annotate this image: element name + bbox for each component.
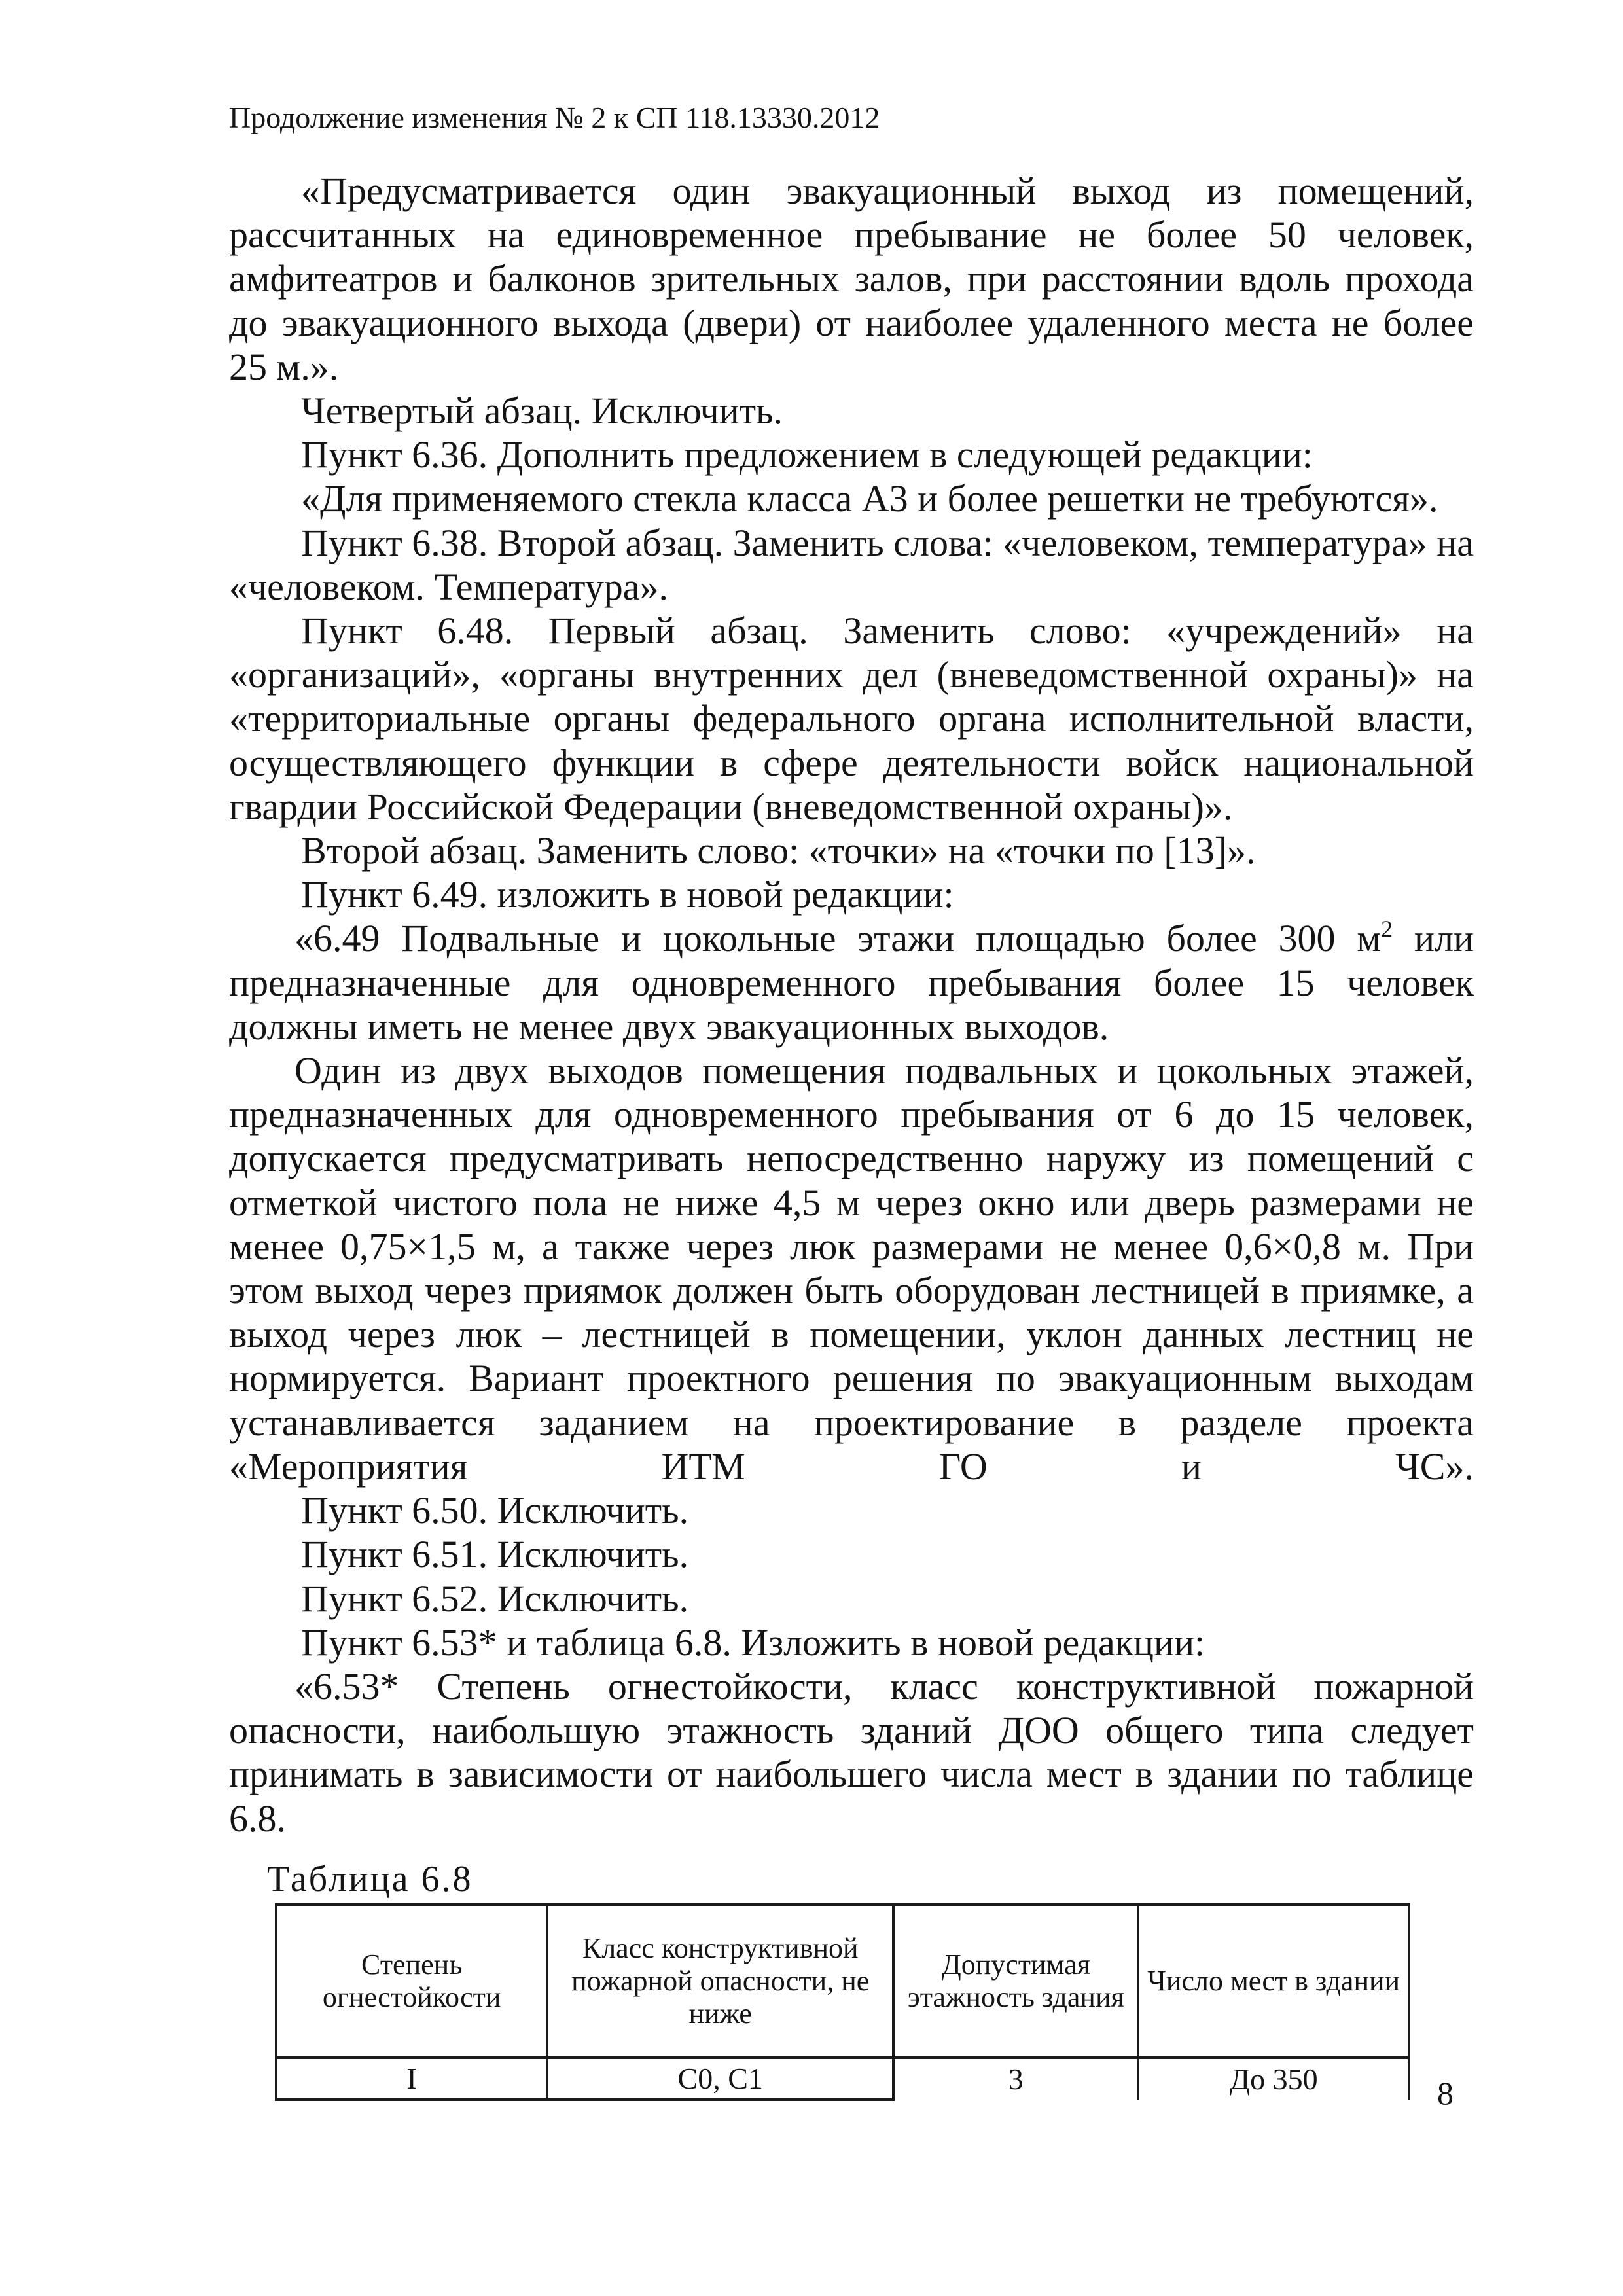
- table-caption: Таблица 6.8: [267, 1859, 473, 1899]
- cell-fire-resistance-degree: I: [276, 2058, 547, 2100]
- paragraph-item-6-51: Пункт 6.51. Исключить.: [301, 1533, 689, 1576]
- paragraph-item-6-53: Пункт 6.53* и таблица 6.8. Изложить в новой редакции:: [301, 1621, 1205, 1664]
- paragraph-glass-class-quote: «Для применяемого стекла класса А3 и более решетки не требуются».: [301, 477, 1438, 520]
- paragraph-item-6-52: Пункт 6.52. Исключить.: [301, 1577, 689, 1620]
- running-header: Продолжение изменения № 2 к СП 118.13330.2012: [229, 101, 880, 134]
- square-meter-exponent: 2: [1381, 916, 1393, 942]
- table-6-8: [275, 1903, 1410, 2101]
- paragraph-second-abzac: Второй абзац. Заменить слово: «точки» на «точки по [13]».: [301, 829, 1256, 872]
- paragraph-item-6-49: Пункт 6.49. изложить в новой редакции:: [301, 873, 954, 916]
- table-header-row: [276, 1905, 1409, 2058]
- page-number: 8: [1437, 2075, 1454, 2111]
- paragraph-fourth-abzac: Четвертый абзац. Исключить.: [301, 389, 783, 433]
- document-body: [229, 169, 1474, 1840]
- paragraph-item-6-50: Пункт 6.50. Исключить.: [301, 1489, 689, 1532]
- cell-structural-fire-hazard-class: С0, С1: [547, 2058, 893, 2100]
- header-number-of-places: Число мест в здании: [1138, 1905, 1409, 2058]
- paragraph-item-6-38: Пункт 6.38. Второй абзац. Заменить слова: «человеком, температура» на «человеком. Температура».: [229, 521, 1474, 608]
- basement-text-start: «6.49 Подвальные и цокольные этажи площадью более 300 м: [294, 917, 1382, 960]
- cell-number-of-places: До 350: [1138, 2058, 1409, 2100]
- header-allowed-floors: Допустимая этажность здания: [893, 1905, 1138, 2058]
- cell-allowed-floors: 3: [893, 2058, 1138, 2100]
- paragraph-one-of-two-exits: Один из двух выходов помещения подвальных и цокольных этажей, предназначенных для одновременного пребывания от 6 до 15 человек, допускается предусматривать непосредственно наружу из помещений с отметкой чистого пола не ниже 4,5 м через окно или дверь размерами не менее 0,75×1,5 м, а также через люк размерами не менее 0,6×0,8 м. При этом выход через приямок должен быть оборудован лестницей в приямке, а выход через люк – лестницей в помещении, уклон данных лестниц не нормируется. Вариант проектного решения по эвакуационным выходам устанавливается заданием на проектирование в разделе проекта «Мероприятия ИТМ ГО и ЧС».: [229, 1049, 1474, 1488]
- paragraph-basement-floors-quote: [229, 916, 1474, 1049]
- paragraph-fire-resistance-quote: «6.53* Степень огнестойкости, класс конструктивной пожарной опасности, наибольшую этажность зданий ДОО общего типа следует принимать в зависимости от наибольшего числа мест в здании по таблице 6.8.: [229, 1664, 1474, 1840]
- basement-text-end: или предназначенные для одновременного пребывания более 15 человек должны иметь не менее двух эвакуационных выходов.: [229, 917, 1474, 1048]
- header-fire-resistance-degree: Степень огнестойкости: [276, 1905, 547, 2058]
- paragraph-evacuation-exit-quote: «Предусматривается один эвакуационный выход из помещений, рассчитанных на единовременное пребывание не более 50 человек, амфитеатров и балконов зрительных залов, при расстоянии вдоль прохода до эвакуационного выхода (двери) от наиболее удаленного места не более 25 м.».: [229, 170, 1474, 388]
- paragraph-item-6-48: Пункт 6.48. Первый абзац. Заменить слово: «учреждений» на «организаций», «органы внутренних дел (вневедомственной охраны)» на «территориальные органы федерального органа исполнительной власти, осуществляющего функции в сфере деятельности войск национальной гвардии Российской Федерации (вневедомственной охраны)».: [229, 609, 1474, 828]
- header-structural-fire-hazard-class: Класс конструктивной пожарной опасности, не ниже: [547, 1905, 893, 2058]
- paragraph-item-6-36: Пункт 6.36. Дополнить предложением в следующей редакции:: [301, 433, 1313, 476]
- table-row: [276, 2058, 1409, 2100]
